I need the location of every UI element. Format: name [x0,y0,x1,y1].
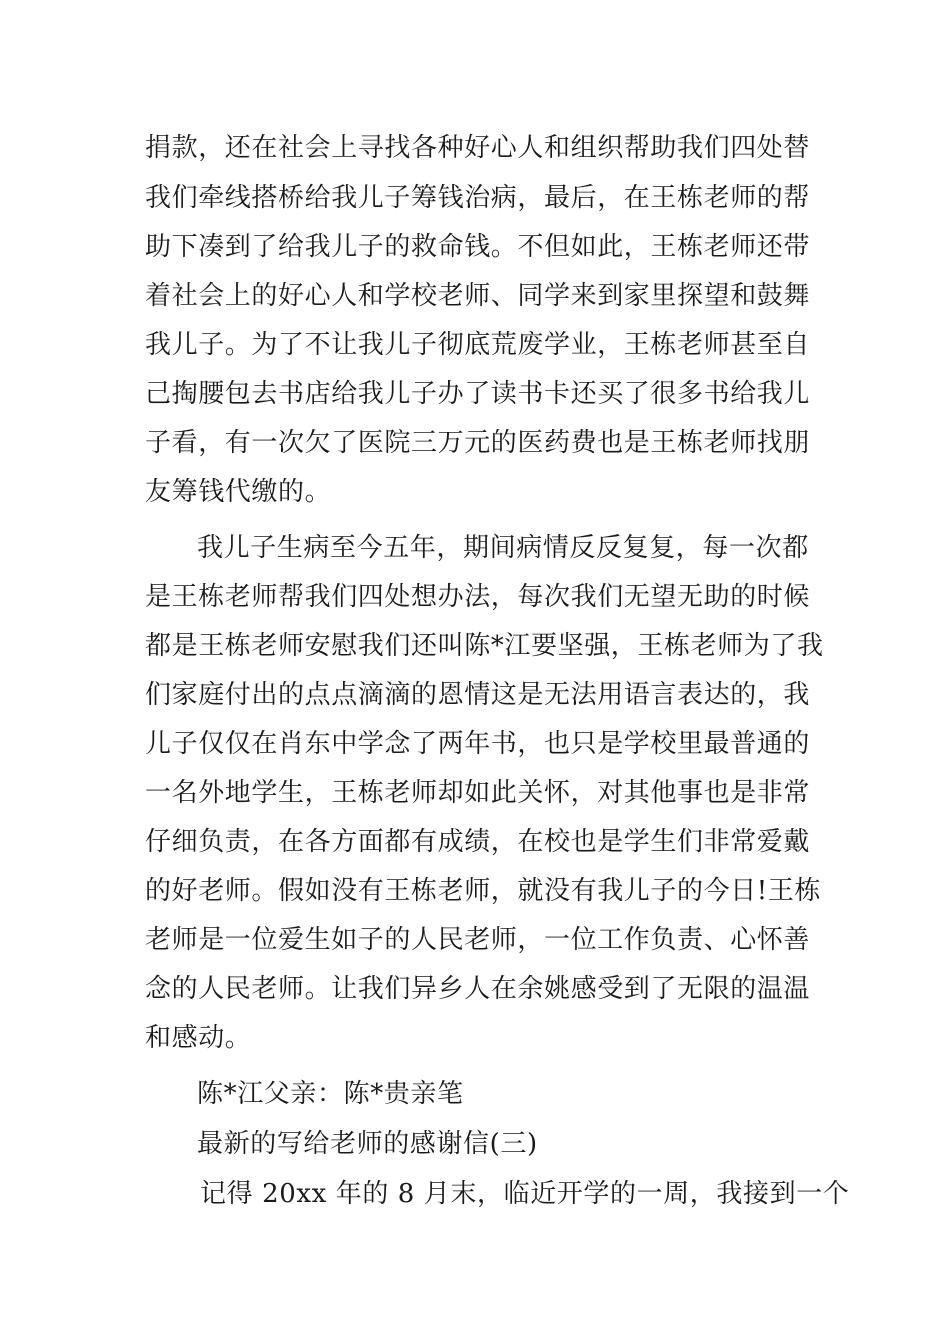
paragraph-2-line: 老师是一位爱生如子的人民老师，一位工作负责、心怀善 [145,925,811,955]
paragraph-1-line: 捐款，还在社会上寻找各种好心人和组织帮助我们四处替 [145,133,811,163]
paragraph-2-line: 一名外地学生，王栋老师却如此关怀，对其他事也是非常 [145,778,811,808]
signature: 陈*江父亲：陈*贵亲笔 [197,1079,464,1109]
paragraph-1-line: 着社会上的好心人和学校老师、同学来到家里探望和鼓舞 [145,281,811,311]
paragraph-1-line: 友筹钱代缴的。 [145,477,332,507]
paragraph-2-line: 仔细负责，在各方面都有成绩，在校也是学生们非常爱戴 [145,827,811,857]
paragraph-2-line: 念的人民老师。让我们异乡人在余姚感受到了无限的温温 [145,974,811,1004]
paragraph-2-line: 儿子仅仅在肖东中学念了两年书，也只是学校里最普通的 [145,729,811,759]
paragraph-1-line: 我们牵线搭桥给我儿子筹钱治病，最后，在王栋老师的帮 [145,183,811,213]
paragraph-1-line: 子看，有一次欠了医院三万元的医药费也是王栋老师找朋 [145,428,811,458]
paragraph-2-line: 是王栋老师帮我们四处想办法，每次我们无望无助的时候 [145,582,811,612]
paragraph-3-line: 记得 20xx 年的 8 月末，临近开学的一周，我接到一个 [200,1179,850,1209]
paragraph-2-line: 和感动。 [145,1023,252,1053]
paragraph-1-line: 我儿子。为了不让我儿子彻底荒废学业，王栋老师甚至自 [145,330,811,360]
paragraph-1-line: 助下凑到了给我儿子的救命钱。不但如此，王栋老师还带 [145,232,811,262]
section-title: 最新的写给老师的感谢信(三) [197,1129,538,1159]
paragraph-1-line: 己掏腰包去书店给我儿子办了读书卡还买了很多书给我儿 [145,379,811,409]
paragraph-2-line: 都是王栋老师安慰我们还叫陈*江要坚强，王栋老师为了我 [145,631,824,661]
paragraph-2-line: 的好老师。假如没有王栋老师，就没有我儿子的今日!王栋 [145,876,822,906]
paragraph-2-line: 们家庭付出的点点滴滴的恩情这是无法用语言表达的，我 [145,680,811,710]
paragraph-2-line: 我儿子生病至今五年，期间病情反反复复，每一次都 [197,533,809,563]
